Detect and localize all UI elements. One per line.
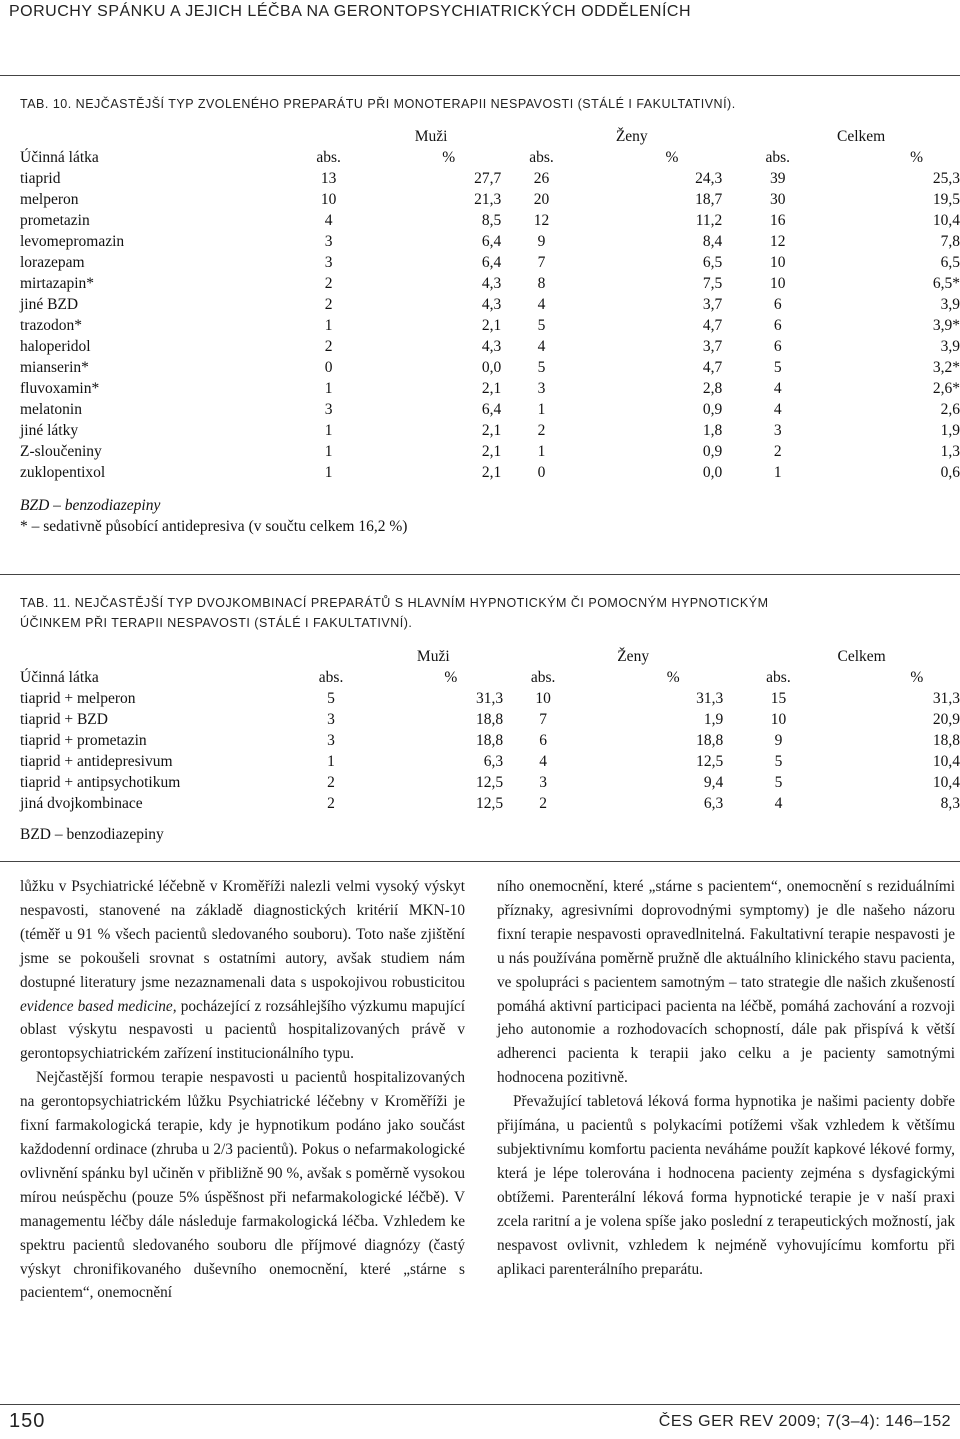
table-cell: 20,9 xyxy=(932,711,960,728)
table-cell: 1 xyxy=(537,443,546,460)
table-cell: 2 xyxy=(327,774,335,791)
table-cell: 1 xyxy=(327,753,335,770)
table-cell: 4,7 xyxy=(702,359,723,376)
table-cell: 2 xyxy=(324,296,333,313)
page-number: 150 xyxy=(9,1410,46,1432)
table10-group-men: Muži xyxy=(414,128,448,145)
table-cell: 10 xyxy=(770,254,786,271)
table-cell: 4 xyxy=(324,212,333,229)
table-cell: 4,3 xyxy=(481,296,502,313)
table-cell: 19,5 xyxy=(932,191,960,208)
table-cell: 0 xyxy=(537,464,546,481)
table-cell: 9 xyxy=(537,233,546,250)
table10-body xyxy=(20,168,960,483)
table-cell: 6,5 xyxy=(940,254,960,271)
table-row xyxy=(20,336,960,357)
table-cell: 2,1 xyxy=(481,443,502,460)
table-row xyxy=(20,189,960,210)
table-cell: 11,2 xyxy=(695,212,723,229)
body-paragraph: Nejčastější formou terapie nespavosti u pacientů hospitalizovaných na gerontopsychiatrickém lůžku Psychiatrické léčebny v Kroměříži je fixní farmakologická terapie, kdy je hypnotikum podáno jako součást každodenní ordinace (zhruba u 2/3 pacientů). Pokus o nefarmakologické ovlivnění spánku byl učiněn v přibližně 90 %, avšak s poměrně vysokou mírou neúspěchu (pouze 5% úspěšnost při nefarmakologické léčbě). V managementu léčby dále následuje farmakologická léčba. Vzhledem ke spektru pacientů sledovaného souboru dle příjmové diagnózy (častý výskyt chronifikovaného duševního onemocnění, které „stárne s pacientem“, onemocnění xyxy=(20,1069,465,1302)
table-cell: 20 xyxy=(533,191,550,208)
table-row xyxy=(20,688,960,709)
table-cell: 7,8 xyxy=(940,233,960,250)
table-cell: 10 xyxy=(320,191,337,208)
row-label: tiaprid + BZD xyxy=(20,711,108,728)
table-cell: 4 xyxy=(537,338,546,355)
table-cell: 3 xyxy=(324,233,333,250)
table-cell: 5 xyxy=(327,690,335,707)
table10-group-women: Ženy xyxy=(615,128,648,145)
table-cell: 1 xyxy=(324,464,333,481)
row-label: melperon xyxy=(20,191,79,208)
journal-citation: ČES GER REV 2009; 7(3–4): 146–152 xyxy=(658,1413,951,1430)
row-label: Z-sloučeniny xyxy=(20,443,102,460)
table10-group-total: Celkem xyxy=(837,128,886,145)
row-label: mianserin* xyxy=(20,359,89,376)
table10-title: TAB. 10. NEJČASTĚJŠÍ TYP ZVOLENÉHO PREPARÁTU PŘI MONOTERAPII NESPAVOSTI (STÁLÉ I FAKULTATIVNÍ). xyxy=(20,97,736,111)
table10-col-name: Účinná látka xyxy=(20,149,99,166)
table-cell: 18,7 xyxy=(695,191,723,208)
table-cell: 1 xyxy=(324,380,333,397)
table-cell: 9,4 xyxy=(703,774,724,791)
table10-col-abs: abs. xyxy=(316,149,341,166)
table-cell: 0,6 xyxy=(940,464,960,481)
table-row xyxy=(20,462,960,483)
row-label: jiné BZD xyxy=(20,296,79,313)
row-label: lorazepam xyxy=(20,254,85,271)
table-cell: 6,3 xyxy=(703,795,724,812)
row-label: haloperidol xyxy=(20,338,91,355)
table11-title-line2: ÚČINKEM PŘI TERAPII NESPAVOSTI (STÁLÉ I FAKULTATIVNÍ). xyxy=(20,616,413,630)
table-cell: 2,1 xyxy=(481,380,502,397)
table-cell: 10,4 xyxy=(932,753,960,770)
table-cell: 12,5 xyxy=(475,774,504,791)
table-row xyxy=(20,294,960,315)
row-label: prometazin xyxy=(20,212,90,229)
table10-note-antidepressants: * – sedativně působící antidepresiva (v součtu celkem 16,2 %) xyxy=(20,518,408,535)
table-cell: 6 xyxy=(773,296,782,313)
table-row xyxy=(20,315,960,336)
table-cell: 5 xyxy=(537,317,546,334)
table-cell: 8,3 xyxy=(940,795,960,812)
table-cell: 4 xyxy=(539,753,548,770)
table-row xyxy=(20,378,960,399)
table-row xyxy=(20,793,960,814)
table-cell: 2 xyxy=(773,443,782,460)
table11-group-women: Ženy xyxy=(617,648,650,665)
table-row xyxy=(20,730,960,751)
row-label: jiná dvojkombinace xyxy=(20,795,143,812)
table-row xyxy=(20,210,960,231)
table-cell: 6,5 xyxy=(702,254,723,271)
table-cell: 0,0 xyxy=(481,359,502,376)
table10-col-abs: abs. xyxy=(529,149,554,166)
table-row xyxy=(20,420,960,441)
table-cell: 9 xyxy=(774,732,783,749)
table-cell: 10 xyxy=(535,690,551,707)
table-cell: 8,5 xyxy=(481,212,502,229)
table-cell: 6,4 xyxy=(481,401,502,418)
table-cell: 12,5 xyxy=(475,795,504,812)
row-label: zuklopentixol xyxy=(20,464,106,481)
table-cell: 7 xyxy=(537,254,546,271)
table-cell: 10,4 xyxy=(932,774,960,791)
table-row xyxy=(20,399,960,420)
table-cell: 3,2* xyxy=(932,359,960,376)
table-cell: 6 xyxy=(773,317,782,334)
table-cell: 2 xyxy=(539,795,548,812)
table-cell: 3,9* xyxy=(932,317,960,334)
table-cell: 13 xyxy=(320,170,337,187)
table-cell: 2,1 xyxy=(481,422,502,439)
table-cell: 4 xyxy=(537,296,546,313)
running-head: PORUCHY SPÁNKU A JEJICH LÉČBA NA GERONTOPSYCHIATRICKÝCH ODDĚLENÍCH xyxy=(9,3,692,20)
table10-col-pct: % xyxy=(910,149,924,166)
table-cell: 3 xyxy=(327,732,335,749)
table-cell: 10,4 xyxy=(932,212,960,229)
body-top-rule xyxy=(0,861,960,862)
table-cell: 27,7 xyxy=(474,170,502,187)
table-cell: 8 xyxy=(537,275,546,292)
row-label: tiaprid + antipsychotikum xyxy=(20,774,181,791)
table10-top-rule xyxy=(0,75,960,76)
table-cell: 18,8 xyxy=(696,732,724,749)
row-label: tiaprid + antidepresivum xyxy=(20,753,173,770)
table-cell: 16 xyxy=(770,212,786,229)
table-cell: 6 xyxy=(773,338,782,355)
table-cell: 0 xyxy=(324,359,333,376)
table-cell: 31,3 xyxy=(696,690,724,707)
table-cell: 6,5* xyxy=(932,275,960,292)
table-cell: 0,9 xyxy=(702,443,723,460)
table-cell: 18,8 xyxy=(932,732,960,749)
table11-note-bzd: BZD – benzodiazepiny xyxy=(20,826,164,843)
table-cell: 31,3 xyxy=(932,690,960,707)
table-cell: 3 xyxy=(324,254,333,271)
table-cell: 3,7 xyxy=(702,296,723,313)
table-cell: 24,3 xyxy=(695,170,723,187)
table11-col-pct: % xyxy=(666,669,680,686)
table-cell: 0,0 xyxy=(702,464,723,481)
table-cell: 4,3 xyxy=(481,275,502,292)
table-cell: 6,4 xyxy=(481,254,502,271)
table-cell: 3 xyxy=(773,422,782,439)
table-cell: 7,5 xyxy=(702,275,723,292)
table11-col-abs: abs. xyxy=(766,669,791,686)
table-cell: 6,4 xyxy=(481,233,502,250)
table-cell: 2,6 xyxy=(940,401,960,418)
table-cell: 3 xyxy=(537,380,546,397)
table-row xyxy=(20,709,960,730)
table-cell: 1 xyxy=(324,443,333,460)
table11-group-total: Celkem xyxy=(837,648,886,665)
table-cell: 18,8 xyxy=(475,732,504,749)
row-label: tiaprid + melperon xyxy=(20,690,136,707)
table-cell: 30 xyxy=(770,191,786,208)
table11-col-abs: abs. xyxy=(530,669,556,686)
table-row xyxy=(20,168,960,189)
table-row xyxy=(20,273,960,294)
row-label: tiaprid xyxy=(20,170,61,187)
table11-body xyxy=(20,688,960,814)
table-cell: 2 xyxy=(324,275,333,292)
table-cell: 6 xyxy=(539,732,548,749)
table-cell: 6,3 xyxy=(483,753,504,770)
table-cell: 25,3 xyxy=(932,170,960,187)
table-cell: 2 xyxy=(327,795,335,812)
table-cell: 8,4 xyxy=(702,233,723,250)
table-row xyxy=(20,751,960,772)
row-label: fluvoxamin* xyxy=(20,380,100,397)
table-cell: 3 xyxy=(327,711,335,728)
body-column-left xyxy=(20,875,465,1329)
row-label: jiné látky xyxy=(20,422,79,439)
table-cell: 39 xyxy=(770,170,786,187)
row-label: levomepromazin xyxy=(20,233,125,250)
table-cell: 3,9 xyxy=(940,338,960,355)
table-cell: 3 xyxy=(324,401,333,418)
table-row xyxy=(20,441,960,462)
table-cell: 2,1 xyxy=(481,317,502,334)
table-cell: 5 xyxy=(774,774,783,791)
table-cell: 3,7 xyxy=(702,338,723,355)
table-cell: 0,9 xyxy=(702,401,723,418)
row-label: trazodon* xyxy=(20,317,82,334)
table-cell: 26 xyxy=(533,170,550,187)
table10-col-pct: % xyxy=(665,149,679,166)
row-label: tiaprid + prometazin xyxy=(20,732,147,749)
table-cell: 3 xyxy=(539,774,548,791)
table-cell: 1 xyxy=(324,317,333,334)
table11-title-line1: TAB. 11. NEJČASTĚJŠÍ TYP DVOJKOMBINACÍ PREPARÁTŮ S HLAVNÍM HYPNOTICKÝM ČI POMOCNÝM HYPNOTICKÝM xyxy=(20,596,769,610)
table-cell: 5 xyxy=(774,753,783,770)
table-row xyxy=(20,252,960,273)
table-cell: 5 xyxy=(773,359,782,376)
table-cell: 4 xyxy=(774,795,783,812)
table11-col-name: Účinná látka xyxy=(20,669,99,686)
body-paragraph: ního onemocnění, které „stárne s pacientem“, onemocnění s reziduálními příznaky, agresivními doprovodnými symptomy) je dle našeho názoru fixní terapie nespavosti opravedlnitelná. Fakultativní terapie nespavosti je u nás používána poměrně pružně dle aktuálního klinického stavu pacienta, ve spolupráci s pacientem samotným – tato strategie dle našich zkušeností pomáhá aktivní participaci pacienta na léčbě, pomáhá zachování a rozvoji jeho autonomie a rozhodovacích schopností, dále pak přispívá k větší adherenci pacienta k terapii jako celku a je pacienty samotnými hodnocena pozitivně. xyxy=(497,878,955,1087)
table-cell: 4 xyxy=(773,380,782,397)
table-row xyxy=(20,772,960,793)
body-paragraph: Převažující tabletová léková forma hypnotika je našimi pacienty dobře přijímána, u pacientů s polykacími potížemi však vzhledem k většímu subjektivnímu komfortu pacienta neváháme použít kapkové lékové formy, která je lépe tolerována i hodnocena pacienty zejména s dysfagickými obtížemi. Parenterální léková forma hypnotické terapie je v naší praxi zcela raritní a je volena spíše jako poslední z terapeutických možností, jak nespavost ovlivnit, vzhledem k nejméně vyhovujícímu komfortu při aplikaci parenterálního preparátu. xyxy=(497,1093,955,1278)
table-cell: 2,1 xyxy=(481,464,502,481)
table-cell: 1 xyxy=(324,422,333,439)
table-cell: 1 xyxy=(773,464,782,481)
table-cell: 12 xyxy=(770,233,786,250)
table10 xyxy=(20,126,960,483)
body-paragraph: lůžku v Psychiatrické léčebně v Kroměříži nalezli velmi vysoký výskyt nespavosti, stanovené na základě diagnostických kritérií MKN-10 (téměř u 91 % všech pacientů sledovaného souboru). Toto naše zjištění jsme se pokoušeli srovnat s ostatními autory, avšak studiem nám dostupné literatury jsme nezaznamenali data s uspokojivou robusticitou evidence based medicine, pocházející z rozsáhlejšího výzkumu mapující oblast výskytu nespavosti u pacientů hospitalizovaných právě v gerontopsychiatrickém zařízení institucionálního typu. xyxy=(20,878,465,1063)
table-cell: 15 xyxy=(770,690,787,707)
table-cell: 10 xyxy=(770,711,787,728)
table-cell: 1 xyxy=(537,401,546,418)
table10-col-abs: abs. xyxy=(765,149,791,166)
table-cell: 2,6* xyxy=(932,380,960,397)
table10-col-pct: % xyxy=(442,149,456,166)
table-cell: 12 xyxy=(533,212,550,229)
table-cell: 2 xyxy=(324,338,333,355)
table-row xyxy=(20,231,960,252)
table11-col-pct: % xyxy=(444,669,458,686)
table-cell: 3,9 xyxy=(940,296,960,313)
table-cell: 18,8 xyxy=(475,711,504,728)
table11-col-pct: % xyxy=(910,669,924,686)
table-cell: 10 xyxy=(770,275,786,292)
table11-group-men: Muži xyxy=(416,648,450,665)
footer-rule xyxy=(0,1404,960,1405)
table-cell: 1,9 xyxy=(940,422,960,439)
table-cell: 5 xyxy=(537,359,546,376)
row-label: melatonin xyxy=(20,401,82,418)
table11 xyxy=(20,646,960,814)
table-cell: 1,8 xyxy=(702,422,723,439)
table-row xyxy=(20,357,960,378)
table11-col-abs: abs. xyxy=(318,669,344,686)
table-cell: 2,8 xyxy=(702,380,723,397)
table-cell: 31,3 xyxy=(475,690,504,707)
table-cell: 1,3 xyxy=(940,443,960,460)
body-column-right xyxy=(497,875,955,1281)
row-label: mirtazapin* xyxy=(20,275,95,292)
table-cell: 4 xyxy=(773,401,782,418)
table11-top-rule xyxy=(0,574,960,575)
table-cell: 21,3 xyxy=(474,191,502,208)
table-cell: 12,5 xyxy=(696,753,724,770)
table-cell: 2 xyxy=(537,422,546,439)
table10-note-bzd: BZD – benzodiazepiny xyxy=(20,497,161,514)
table-cell: 1,9 xyxy=(703,711,724,728)
table-cell: 4,3 xyxy=(481,338,502,355)
table-cell: 4,7 xyxy=(702,317,723,334)
table-cell: 7 xyxy=(539,711,548,728)
